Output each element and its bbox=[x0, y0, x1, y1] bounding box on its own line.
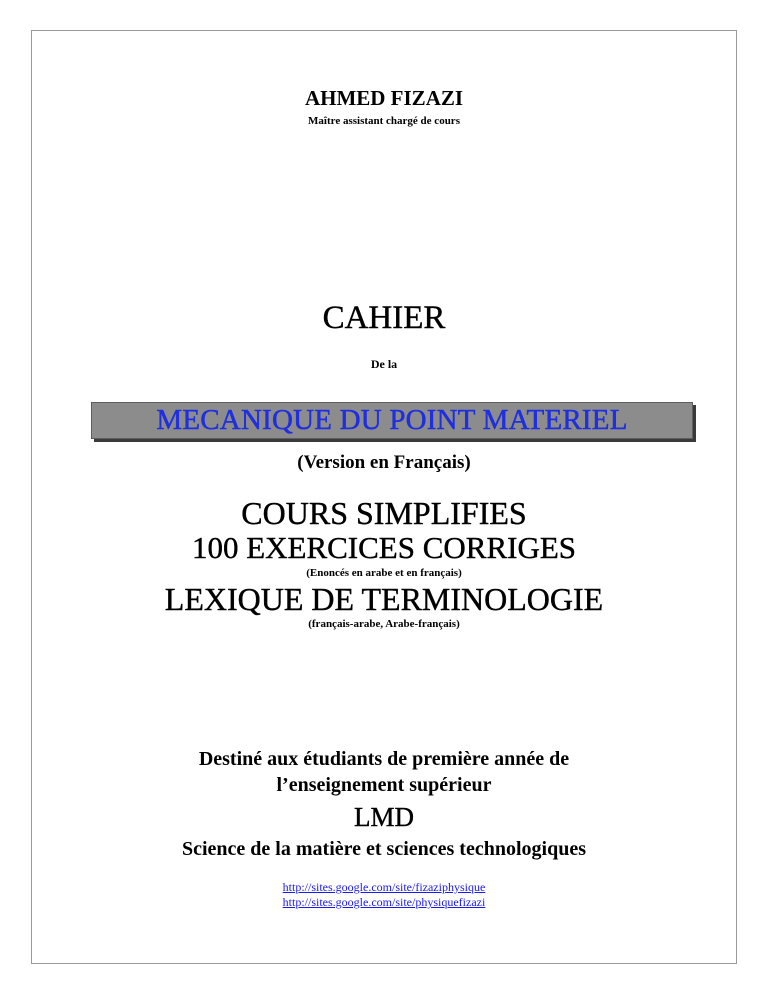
document-title: CAHIER bbox=[322, 300, 446, 336]
exercices-note: (Enoncés en arabe et en français) bbox=[306, 567, 462, 579]
subject-title: MECANIQUE DU POINT MATERIEL bbox=[156, 404, 628, 436]
title-connector: De la bbox=[370, 357, 398, 371]
program-name: LMD bbox=[354, 802, 414, 832]
website-link-2-row bbox=[0, 895, 768, 910]
website-link-2[interactable]: http://sites.google.com/site/physiquefizazi bbox=[282, 895, 486, 909]
website-link-1[interactable]: http://sites.google.com/site/fizaziphysique bbox=[282, 880, 486, 894]
version-note: (Version en Français) bbox=[297, 452, 471, 473]
website-link-1-row bbox=[0, 880, 768, 895]
lexique-note: (français-arabe, Arabe-français) bbox=[308, 618, 460, 630]
contents-cours: COURS SIMPLIFIES bbox=[241, 495, 527, 531]
subject-banner bbox=[91, 402, 693, 439]
field-of-study: Science de la matière et sciences technologiques bbox=[182, 838, 586, 860]
author-role: Maître assistant chargé de cours bbox=[308, 115, 460, 127]
contents-exercices: 100 EXERCICES CORRIGES bbox=[191, 530, 577, 565]
audience-line-2: l’enseignement supérieur bbox=[276, 774, 492, 796]
audience-line-1: Destiné aux étudiants de première année de bbox=[198, 748, 570, 770]
contents-lexique: LEXIQUE DE TERMINOLOGIE bbox=[164, 581, 604, 617]
author-name: AHMED FIZAZI bbox=[304, 86, 464, 110]
